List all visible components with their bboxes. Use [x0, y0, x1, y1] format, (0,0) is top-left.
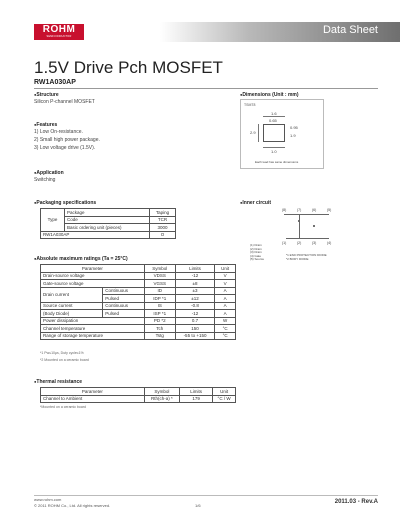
unit-cell: V [215, 272, 236, 280]
cond-cell: Continuous [103, 302, 144, 310]
unit-cell: A [215, 310, 236, 318]
table-row [41, 302, 236, 310]
col-header-limits: Limits [179, 388, 212, 396]
package-label: TSMT8 [244, 103, 256, 107]
cond-cell: Pulsed [103, 310, 144, 318]
dim-label-2: 0.65 [269, 118, 277, 123]
param-cell: Range of storage temperature [41, 332, 145, 340]
cond-cell: Continuous [103, 287, 144, 295]
pin-label: (6) [312, 208, 317, 212]
inner-circuit-diagram [250, 208, 348, 268]
table-row [41, 231, 176, 239]
footer-copyright: © 2011 ROHM Co., Ltd. All rights reserved. [34, 503, 111, 508]
limits-cell: -12 [175, 310, 214, 318]
limits-cell: 150 [175, 325, 214, 333]
limits-cell: -55 to +150 [175, 332, 214, 340]
pin-label: (1) [282, 241, 287, 245]
col-header-unit: Unit [215, 265, 236, 273]
footer-page-number: 1/6 [195, 503, 201, 508]
footer-url: www.rohm.com [34, 497, 62, 502]
packaging-part-value: O [149, 231, 175, 239]
unit-cell: °C [215, 332, 236, 340]
symbol-cell: VDSS [144, 272, 175, 280]
symbol-cell: VGSS [144, 280, 175, 288]
limits-cell: -0.8 [175, 302, 214, 310]
pin-label: (2) [297, 241, 302, 245]
cond-cell: Pulsed [103, 295, 144, 303]
table-row [41, 395, 236, 403]
table-row [41, 209, 176, 217]
packaging-row-value: 3000 [149, 224, 175, 232]
table-row [41, 310, 236, 318]
col-header-limits: Limits [175, 265, 214, 273]
dimensions-caption: Each lead has same dimensions [255, 160, 299, 164]
symbol-cell: IDP *1 [144, 295, 175, 303]
table-row [41, 280, 236, 288]
param-cell: Channel to Ambient [41, 395, 145, 403]
application-text: Switching [34, 177, 56, 183]
feature-item-2: 2) Small high power package. [34, 137, 100, 143]
packaging-part-label: RW1A030AP [41, 231, 150, 239]
packaging-header-label: Package [65, 209, 150, 217]
limits-cell: ±8 [175, 280, 214, 288]
dimensions-heading: ● Dimensions (Unit : mm) [240, 92, 299, 98]
thermal-table [40, 387, 236, 403]
unit-cell: A [215, 287, 236, 295]
limits-cell: ±12 [175, 295, 214, 303]
param-cell: (Body Diode) [41, 310, 103, 318]
param-cell: Gate-source voltage [41, 280, 145, 288]
limits-cell: ±3 [175, 287, 214, 295]
abs-max-heading: ● Absolute maximum ratings (Ta = 25°C) [34, 256, 128, 262]
structure-text: Silicon P-channel MOSFET [34, 99, 95, 105]
pin-legend-item: (5) Source [250, 257, 265, 262]
param-cell: Drain-source voltage [41, 272, 145, 280]
pin-legend-notes [286, 254, 327, 261]
unit-cell: W [215, 317, 236, 325]
packaging-row-label: Basic ordering unit (pieces) [65, 224, 150, 232]
dim-label-4: 0.95 [290, 125, 298, 130]
table-row [41, 332, 236, 340]
dim-line-left [258, 124, 259, 142]
legend-note: *1 ESD PROTECTION DIODE [286, 253, 327, 257]
feature-item-3: 3) Low voltage drive (1.5V). [34, 145, 96, 151]
pin-legend-item: (3) Drain [250, 250, 262, 255]
pin-label: (3) [312, 241, 317, 245]
application-heading: ● Application [34, 170, 64, 176]
table-header-row [41, 388, 236, 396]
unit-cell: °C [215, 325, 236, 333]
title-divider [34, 88, 378, 89]
symbol-cell: Tstg [144, 332, 175, 340]
symbol-cell: Rth(ch-a) * [144, 395, 179, 403]
packaging-table [40, 208, 176, 239]
pin-label: (8) [282, 208, 287, 212]
symbol-cell: PD *2 [144, 317, 175, 325]
model-number: RW1A030AP [34, 79, 76, 86]
limits-cell: -12 [175, 272, 214, 280]
col-header-parameter: Parameter [41, 265, 145, 273]
dim-line-top [263, 116, 285, 117]
abs-max-table [40, 264, 236, 340]
circuit-wire-vertical [299, 215, 300, 239]
rohm-logo [34, 24, 84, 40]
pin-label: (5) [327, 208, 332, 212]
legend-note: *2 BODY DIODE [286, 256, 309, 261]
packaging-row-label: Code [65, 216, 150, 224]
table-row [41, 317, 236, 325]
dim-label-5: 1.9 [290, 133, 296, 138]
circuit-node [313, 225, 315, 227]
dimensions-drawing [240, 99, 324, 169]
footer-divider [34, 495, 378, 496]
packaging-header-value: Taping [149, 209, 175, 217]
dim-label-3: 2.9 [250, 130, 256, 135]
packaging-heading: ● Packaging specifications [34, 200, 96, 206]
symbol-cell: ISP *1 [144, 310, 175, 318]
param-cell: Source current [41, 302, 103, 310]
abs-max-note-2: *2 Mounted on a ceramic board [40, 358, 89, 362]
page-title: 1.5V Drive Pch MOSFET [34, 58, 223, 77]
unit-cell: °C / W [213, 395, 236, 403]
dim-label-1: 1.6 [271, 111, 277, 116]
features-heading: ● Features [34, 122, 57, 128]
inner-circuit-heading: ● Inner circuit [240, 200, 271, 206]
pin-legend-item: (4) Gate [250, 253, 262, 258]
param-cell: Power dissipation [41, 317, 145, 325]
footer-date-rev: 2011.03 - Rev.A [334, 499, 378, 505]
pin-legend [250, 244, 280, 262]
unit-cell: A [215, 302, 236, 310]
packaging-row-value: TCR [149, 216, 175, 224]
doc-type-label: Data Sheet [322, 24, 378, 36]
limits-cell: 0.7 [175, 317, 214, 325]
packaging-type-label: Type [41, 209, 65, 232]
table-header-row [41, 265, 236, 273]
col-header-unit: Unit [213, 388, 236, 396]
table-row [41, 325, 236, 333]
circuit-wire-top [284, 214, 329, 215]
dim-line-bottom [263, 147, 285, 148]
circuit-wire-bottom [286, 238, 329, 239]
pin-legend-item: (2) Drain [250, 246, 262, 251]
unit-cell: A [215, 295, 236, 303]
logo-brand: ROHM [42, 24, 76, 35]
pin-label: (4) [327, 241, 332, 245]
thermal-heading: ● Thermal resistance [34, 379, 82, 385]
abs-max-note-1: *1 Pw≤10μs, Duty cycle≤1% [40, 351, 84, 355]
table-row [41, 272, 236, 280]
pin-label: (7) [297, 208, 302, 212]
unit-cell: V [215, 280, 236, 288]
package-outline [263, 124, 285, 142]
structure-heading: ● Structure [34, 92, 59, 98]
col-header-symbol: Symbol [144, 265, 175, 273]
feature-item-1: 1) Low On-resistance. [34, 129, 83, 135]
col-header-symbol: Symbol [144, 388, 179, 396]
symbol-cell: Tch [144, 325, 175, 333]
thermal-note: *Mounted on a ceramic board [40, 405, 86, 409]
logo-sub: SEMICONDUCTOR [46, 35, 72, 38]
pin-legend-item: (1) Drain [250, 243, 262, 247]
dim-label-6: 1.0 [271, 149, 277, 154]
limits-cell: 179 [179, 395, 212, 403]
symbol-cell: IS [144, 302, 175, 310]
param-cell: Drain current [41, 287, 103, 302]
param-cell: Channel temperature [41, 325, 145, 333]
symbol-cell: ID [144, 287, 175, 295]
table-row [41, 287, 236, 295]
col-header-parameter: Parameter [41, 388, 145, 396]
